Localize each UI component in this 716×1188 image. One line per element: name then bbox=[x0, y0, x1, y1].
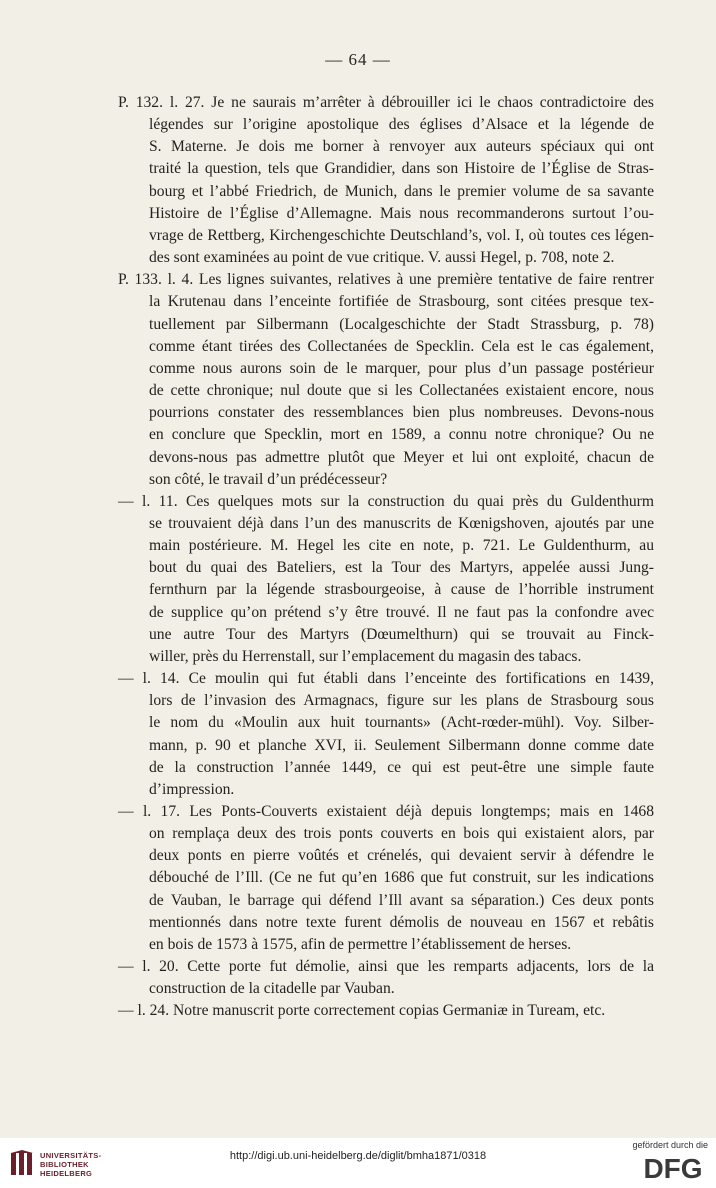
text-line: se trouvaient déjà dans l’un des manuscrits de Kœnigshoven, ajoutés par une bbox=[149, 514, 654, 532]
note-paragraph bbox=[118, 1000, 654, 1022]
library-name-line: UNIVERSITÄTS- bbox=[40, 1151, 102, 1160]
text-line: bourg et l’abbé Friedrich, de Munich, dans le premier volume de sa savante bbox=[149, 182, 654, 200]
text-line: construction de la citadelle par Vauban. bbox=[149, 980, 395, 998]
note-paragraph bbox=[118, 92, 654, 269]
text-line: willer, près du Herrenstall, sur l’emplacement du magasin des tabacs. bbox=[149, 647, 582, 665]
text-line: deux ponts en pierre voûtés et crénelés, qui devaient servir à défendre le bbox=[149, 847, 654, 865]
text-line: de cette chronique; nul doute que si les Collectanées existaient encore, nous bbox=[149, 382, 654, 400]
text-line: lors de l’invasion des Armagnacs, figure sur les plans de Strasbourg sous bbox=[149, 692, 654, 710]
text-line: — l. 17. Les Ponts-Couverts existaient déjà depuis longtemps; mais en 1468 bbox=[118, 803, 654, 820]
notes-body bbox=[118, 92, 654, 1023]
text-line: main postérieure. M. Hegel les cite en note, p. 721. Le Guldenthurm, au bbox=[149, 537, 654, 555]
text-line: traité la question, tels que Grandidier, dans son Histoire de l’Église de Stras- bbox=[149, 160, 654, 178]
text-line: la Krutenau dans l’enceinte fortifiée de Strasbourg, sont citées presque tex- bbox=[149, 293, 654, 311]
text-line: — l. 11. Ces quelques mots sur la construction du quai près du Guldenthurm bbox=[118, 492, 654, 510]
dfg-logo-text: DFG bbox=[643, 1153, 703, 1182]
digitization-footer bbox=[0, 1138, 716, 1188]
text-line: comme étant tirées des Collectanées de Specklin. Cela est le cas également, bbox=[149, 337, 654, 355]
text-line: de Vauban, le barrage qui défend l’Ill avant sa séparation.) Ces deux ponts bbox=[149, 891, 654, 909]
note-paragraph bbox=[118, 668, 654, 801]
note-paragraph bbox=[118, 269, 654, 491]
text-line: en conclure que Specklin, mort en 1589, a connu notre chronique? Ou ne bbox=[149, 426, 654, 444]
note-paragraph bbox=[118, 491, 654, 668]
library-name-line: BIBLIOTHEK bbox=[40, 1160, 89, 1169]
text-line: S. Materne. Je dois me borner à renvoyer aux auteurs spéciaux qui ont bbox=[149, 138, 654, 156]
library-name-line: HEIDELBERG bbox=[40, 1169, 93, 1178]
text-line: bout du quai des Bateliers, est la Tour des Martyrs, appelée aussi Jung- bbox=[149, 559, 654, 577]
text-line: d’impression. bbox=[149, 780, 235, 798]
text-line: légendes sur l’origine apostolique des églises d’Alsace et la légende de bbox=[149, 116, 654, 134]
text-line: on remplaça deux des trois ponts couverts en bois qui existaient alors, par bbox=[149, 825, 654, 843]
note-paragraph bbox=[118, 801, 654, 956]
text-line: son côté, le travail d’un prédécesseur? bbox=[149, 470, 388, 488]
note-paragraph bbox=[118, 956, 654, 1000]
text-line: débouché de l’Ill. (Ce ne fut qu’en 1686 que fut construit, sur les indications bbox=[149, 869, 654, 887]
text-line: le nom du «Moulin aux huit tournants» (Acht-rœder-mühl). Voy. Silber- bbox=[149, 714, 654, 732]
text-line: fernthurn par la légende strasbourgeoise, à cause de l’horrible instrument bbox=[149, 581, 654, 599]
text-line: P. 132. l. 27. Je ne saurais m’arrêter à débrouiller ici le chaos contradictoire des bbox=[118, 94, 654, 111]
text-line: — l. 14. Ce moulin qui fut établi dans l’enceinte des fortifications en 1439, bbox=[118, 670, 654, 688]
text-line: de supplice qu’on prétend s’y être trouvé. Il ne faut pas la confondre avec bbox=[149, 603, 654, 621]
funding-note: gefördert durch die bbox=[632, 1140, 708, 1150]
page-number: — 64 — bbox=[325, 50, 391, 69]
text-line: mentionnés dans notre texte furent démolis de nouveau en 1567 et rebâtis bbox=[149, 913, 654, 931]
text-line: P. 133. l. 4. Les lignes suivantes, relatives à une première tentative de faire rentrer bbox=[118, 271, 654, 289]
text-line: des sont examinées au point de vue critique. V. aussi Hegel, p. 708, note 2. bbox=[149, 249, 615, 267]
text-line: mann, p. 90 et planche XVI, ii. Seulement Silbermann donne comme date bbox=[149, 736, 654, 754]
text-line: en bois de 1573 à 1575, afin de permettre l’établissement de herses. bbox=[149, 935, 572, 953]
dfg-logo-icon bbox=[638, 1152, 708, 1182]
text-line: devons-nous pas admettre plutôt que Meyer et lui ont exploité, chacun de bbox=[149, 448, 654, 466]
text-line: — l. 20. Cette porte fut démolie, ainsi que les remparts adjacents, lors de la bbox=[118, 958, 654, 976]
text-line: Histoire de l’Église d’Allemagne. Mais nous recommanderons surtout l’ou- bbox=[149, 204, 654, 222]
permalink-url[interactable]: http://digi.ub.uni-heidelberg.de/diglit/bmha1871/0318 bbox=[229, 1150, 487, 1162]
text-line: une autre Tour des Martyrs (Dœumelthurn) qui se trouvait au Finck- bbox=[149, 625, 654, 643]
text-line: comme nous aurons soin de le marquer, pour plus d’un passage postérieur bbox=[149, 359, 654, 377]
text-line: tuellement par Silbermann (Localgeschichte der Stadt Strassburg, p. 78) bbox=[149, 315, 654, 333]
text-line: de la construction l’année 1449, ce qui est peut-être une simple faute bbox=[149, 758, 654, 776]
text-line: pourrions constater des ressemblances bien plus nombreuses. Devons-nous bbox=[149, 404, 654, 422]
text-line: — l. 24. Notre manuscrit porte correctement copias Germaniæ in Tuream, etc. bbox=[118, 1002, 606, 1020]
text-line: vrage de Rettberg, Kirchengeschichte Deutschland’s, vol. I, où toutes ces légen- bbox=[149, 226, 654, 244]
